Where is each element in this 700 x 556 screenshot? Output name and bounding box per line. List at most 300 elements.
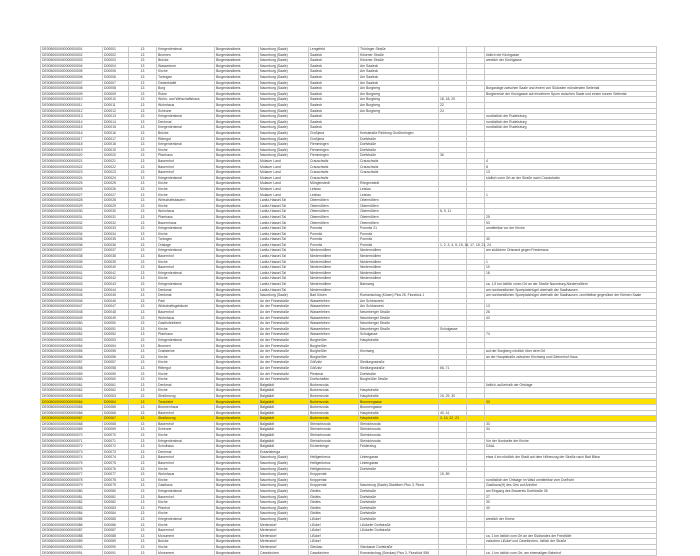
cell-id[interactable]: DE0050000000000000053 — [41, 337, 103, 343]
cell-nr[interactable]: 13 — [129, 444, 157, 450]
cell-ortsteil[interactable]: Wasserleben — [309, 309, 359, 315]
cell-kategorie[interactable]: Brücke — [157, 539, 215, 545]
cell-code[interactable]: D00027 — [103, 192, 129, 198]
cell-nr[interactable]: 13 — [129, 136, 157, 142]
cell-bearbeiter[interactable]: Burgenlandkreis — [215, 63, 259, 69]
cell-bemerkung[interactable]: östlich, außerhalb der Ortslage — [485, 382, 657, 388]
cell-gemeinde[interactable]: Lanitz-Hassel-Tal — [259, 203, 309, 209]
cell-bearbeiter[interactable]: Burgenlandkreis — [215, 533, 259, 539]
cell-id[interactable]: DE0050000000000000025 — [41, 181, 103, 187]
cell-bearbeiter[interactable]: Burgenlandkreis — [215, 477, 259, 483]
cell-hausnr[interactable]: 1, 2, 3, 4, 5, 15, 16, 17, 18, 21, 24 — [440, 242, 491, 247]
cell-strasse[interactable]: Dorfstraße — [359, 488, 439, 494]
cell-ortsteil[interactable]: Saaleck — [309, 63, 359, 69]
cell-bearbeiter[interactable]: Burgenlandkreis — [215, 337, 259, 343]
cell-kategorie[interactable]: Burg — [157, 86, 215, 92]
cell-bemerkung[interactable]: nordöstlich der Rudelsburg — [485, 119, 657, 125]
cell-id[interactable]: DE0050000000000000020 — [41, 153, 103, 159]
cell-kategorie[interactable]: Bauernhof — [157, 421, 215, 427]
cell-bearbeiter[interactable]: Burgenlandkreis — [215, 265, 259, 271]
cell-bemerkung[interactable]: 18 — [485, 270, 657, 276]
cell-kategorie[interactable]: Gedenktafel — [157, 80, 215, 86]
cell-bearbeiter[interactable]: Burgenlandkreis — [215, 343, 259, 349]
cell-gemeinde[interactable]: Balgstädt — [259, 416, 309, 422]
cell-strasse[interactable]: Steinichsroda — [359, 421, 439, 427]
cell-bearbeiter[interactable]: Burgenlandkreis — [215, 181, 259, 187]
cell-strasse[interactable]: Niedermöllern — [359, 270, 439, 276]
cell-kategorie[interactable]: Monument — [157, 550, 215, 556]
cell-ortsteil[interactable]: Niedermöllern — [309, 276, 359, 282]
cell-nr[interactable]: 13 — [129, 69, 157, 75]
cell-id[interactable]: DE0050000000000000024 — [41, 175, 103, 181]
cell-bemerkung[interactable]: Burgbereich der Kirchgasse auf einzelnem Sporn zwischen Saale und einem kurzen Seitental — [485, 91, 657, 97]
cell-bearbeiter[interactable]: Burgenlandkreis — [215, 382, 259, 388]
cell-gemeinde[interactable]: Lanitz-Hassel-Tal — [259, 248, 309, 254]
cell-nr[interactable]: 13 — [129, 522, 157, 528]
cell-kategorie[interactable]: Brunnen — [157, 52, 215, 58]
cell-gemeinde[interactable]: Naumburg (Saale) — [259, 472, 309, 478]
cell-nr[interactable]: 13 — [129, 119, 157, 125]
cell-gemeinde[interactable]: An der Finnestraße — [259, 315, 309, 321]
cell-bearbeiter[interactable]: Burgenlandkreis — [215, 393, 259, 399]
cell-ortsteil[interactable]: Wasserleben — [309, 298, 359, 304]
cell-id[interactable]: DE0050000000000000035 — [41, 237, 103, 243]
cell-ortsteil[interactable]: Wasserleben — [309, 326, 359, 332]
cell-bearbeiter[interactable]: Burgenlandkreis — [215, 365, 259, 371]
cell-strasse[interactable]: Dorfstraße — [359, 153, 439, 159]
cell-gemeinde[interactable]: An der Finnestraße — [259, 371, 309, 377]
cell-strasse[interactable]: Obermöllern — [359, 209, 439, 215]
cell-ortsteil[interactable]: Wasserleben — [309, 321, 359, 327]
cell-bearbeiter[interactable]: Burgenlandkreis — [215, 427, 259, 433]
cell-bearbeiter[interactable]: Burgenlandkreis — [215, 298, 259, 304]
cell-bemerkung[interactable]: 8 — [485, 164, 657, 170]
cell-kategorie[interactable]: Torzufahrt — [157, 399, 215, 405]
cell-ortsteil[interactable]: Lißdorf — [309, 533, 359, 539]
cell-strasse[interactable]: Thüringer Straße — [359, 47, 439, 53]
cell-id[interactable]: DE0050000000000000076 — [41, 466, 103, 472]
cell-gemeinde[interactable]: An der Finnestraße — [259, 343, 309, 349]
cell-nr[interactable]: 13 — [129, 158, 157, 164]
cell-strasse[interactable]: Burgheßler Straße — [359, 377, 439, 383]
cell-gemeinde[interactable]: An der Finnestraße — [259, 298, 309, 304]
cell-ortsteil[interactable]: Wasserleben — [309, 332, 359, 338]
cell-gemeinde[interactable]: Balgstädt — [259, 444, 309, 450]
cell-code[interactable]: D00049 — [103, 315, 129, 321]
cell-strasse[interactable]: Gieckauer Dorfstraße — [359, 544, 439, 550]
cell-id[interactable]: DE0050000000000000049 — [41, 315, 103, 321]
cell-code[interactable]: D00086 — [103, 522, 129, 528]
cell-bearbeiter[interactable]: Burgenlandkreis — [215, 455, 259, 461]
cell-ortsteil[interactable]: Crauschwitz — [309, 164, 359, 170]
cell-code[interactable]: D00052 — [103, 332, 129, 338]
cell-ortsteil[interactable]: Casekirchen — [309, 550, 359, 556]
table-row[interactable] — [41, 550, 657, 556]
cell-nr[interactable]: 13 — [129, 80, 157, 86]
cell-kategorie[interactable]: Pfarrhaus — [157, 153, 215, 159]
cell-nr[interactable]: 13 — [129, 533, 157, 539]
cell-kategorie[interactable]: Brücke — [157, 130, 215, 136]
cell-id[interactable]: DE0050000000000000039 — [41, 259, 103, 265]
cell-ortsteil[interactable]: Flemmingen — [309, 147, 359, 153]
cell-code[interactable]: D00076 — [103, 466, 129, 472]
cell-nr[interactable]: 13 — [129, 483, 157, 489]
cell-bearbeiter[interactable]: Burgenlandkreis — [215, 86, 259, 92]
cell-id[interactable]: DE0050000000000000089 — [41, 539, 103, 545]
cell-bemerkung[interactable]: 10 — [485, 265, 657, 271]
cell-kategorie[interactable]: Kirche — [157, 500, 215, 506]
cell-strasse[interactable]: Siedlungsstraße — [359, 360, 439, 366]
cell-strasse[interactable]: Am Burgberg — [359, 86, 439, 92]
cell-nr[interactable]: 13 — [129, 360, 157, 366]
cell-nr[interactable]: 13 — [129, 298, 157, 304]
cell-bearbeiter[interactable]: Burgenlandkreis — [215, 281, 259, 287]
cell-bemerkung[interactable]: Gasthaus(H) des Orts auf Anhöhe — [485, 483, 657, 489]
cell-nr[interactable]: 13 — [129, 410, 157, 416]
cell-ortsteil[interactable]: Gößnitz — [309, 365, 359, 371]
cell-code[interactable]: D00077 — [103, 472, 129, 478]
cell-nr[interactable]: 13 — [129, 460, 157, 466]
cell-id[interactable]: DE0050000000000000060 — [41, 377, 103, 383]
cell-ortsteil[interactable]: Saaleck — [309, 74, 359, 80]
cell-code[interactable]: D00005 — [103, 69, 129, 75]
cell-bearbeiter[interactable]: Burgenlandkreis — [215, 237, 259, 243]
cell-kategorie[interactable]: Wirtschaftsgebäude — [157, 304, 215, 310]
cell-nr[interactable]: 13 — [129, 421, 157, 427]
cell-gemeinde[interactable]: Molauer Land — [259, 192, 309, 198]
cell-ortsteil[interactable]: Obermöllern — [309, 220, 359, 226]
cell-code[interactable]: D00002 — [103, 52, 129, 58]
cell-ortsteil[interactable]: Möngenstedt — [309, 181, 359, 187]
cell-code[interactable]: D00045 — [103, 293, 129, 299]
cell-bearbeiter[interactable]: Burgenlandkreis — [215, 349, 259, 355]
cell-code[interactable]: D00046 — [103, 298, 129, 304]
cell-strasse[interactable]: Am Schlossrest — [359, 304, 439, 310]
cell-strasse[interactable]: Hauptstraße — [359, 337, 439, 343]
cell-code[interactable]: D00034 — [103, 231, 129, 237]
cell-bemerkung[interactable]: am Eingang des Brauereis Dorfstraße 06 — [485, 488, 657, 494]
cell-bearbeiter[interactable]: Burgenlandkreis — [215, 209, 259, 215]
cell-bearbeiter[interactable]: Burgenlandkreis — [215, 192, 259, 198]
cell-code[interactable]: D00024 — [103, 175, 129, 181]
cell-nr[interactable]: 13 — [129, 276, 157, 282]
cell-kategorie[interactable]: Torbogen — [157, 74, 215, 80]
cell-code[interactable]: D00033 — [103, 226, 129, 232]
cell-kategorie[interactable]: Bauernhof — [157, 455, 215, 461]
cell-kategorie[interactable]: Gasthofeinfahrt — [157, 321, 215, 327]
cell-bearbeiter[interactable]: Burgenlandkreis — [215, 360, 259, 366]
cell-id[interactable]: DE0050000000000000062 — [41, 388, 103, 394]
cell-gemeinde[interactable]: Naumburg (Saale) — [259, 91, 309, 97]
cell-nr[interactable]: 13 — [129, 102, 157, 108]
cell-hausnr[interactable]: Schulgasse — [439, 326, 467, 332]
cell-gemeinde[interactable]: Lanitz-Hassel-Tal — [259, 198, 309, 204]
cell-code[interactable]: D00060 — [103, 377, 129, 383]
cell-nr[interactable]: 13 — [129, 259, 157, 265]
cell-zusatz[interactable] — [467, 550, 485, 556]
cell-kategorie[interactable]: Kriegerdenkmal — [157, 248, 215, 254]
cell-gemeinde[interactable]: Lanitz-Hassel-Tal — [259, 209, 309, 215]
cell-bearbeiter[interactable]: Burgenlandkreis — [215, 231, 259, 237]
cell-bemerkung[interactable]: 1 — [485, 259, 657, 265]
cell-id[interactable]: DE0050000000000000023 — [41, 170, 103, 176]
cell-bearbeiter[interactable]: Burgenlandkreis — [215, 377, 259, 383]
cell-nr[interactable]: 13 — [129, 432, 157, 438]
cell-kategorie[interactable]: Kriegerdenkmal — [157, 175, 215, 181]
cell-hausnr[interactable]: 24 — [439, 108, 467, 114]
cell-bearbeiter[interactable]: Burgenlandkreis — [215, 494, 259, 500]
cell-gemeinde[interactable]: Lanitz-Hassel-Tal — [259, 214, 309, 220]
cell-ortsteil[interactable]: Heiligenkreuz — [309, 455, 359, 461]
cell-gemeinde[interactable]: Naumburg (Saale) — [259, 505, 309, 511]
cell-id[interactable]: DE0050000000000000032 — [41, 220, 103, 226]
cell-ortsteil[interactable]: Obermöllern — [309, 203, 359, 209]
cell-bemerkung[interactable]: östlich der Kirchgasse — [485, 52, 657, 58]
cell-nr[interactable]: 13 — [129, 237, 157, 243]
cell-bearbeiter[interactable]: Burgenlandkreis — [215, 175, 259, 181]
cell-kategorie[interactable]: Bauernhof — [157, 528, 215, 534]
cell-gemeinde[interactable]: Naumburg (Saale) — [259, 466, 309, 472]
cell-hausnr[interactable]: 15, 89 — [439, 472, 467, 478]
cell-bearbeiter[interactable]: Burgenlandkreis — [215, 52, 259, 58]
cell-code[interactable]: D00036 — [103, 242, 129, 248]
cell-nr[interactable]: 13 — [129, 198, 157, 204]
cell-code[interactable]: D00063 — [103, 393, 129, 399]
cell-strasse[interactable]: Hauptstraße — [359, 388, 439, 394]
cell-id[interactable]: DE0050000000000000079 — [41, 483, 103, 489]
cell-kategorie[interactable]: Kirche — [157, 511, 215, 517]
cell-nr[interactable]: 13 — [129, 416, 157, 422]
cell-code[interactable]: D00015 — [103, 125, 129, 131]
cell-id[interactable]: DE0050000000000000015 — [41, 125, 103, 131]
cell-bemerkung[interactable]: 1 — [485, 192, 657, 198]
cell-kategorie[interactable]: Bauernhof — [157, 265, 215, 271]
cell-ortsteil[interactable]: Pomnitz — [309, 226, 359, 232]
cell-gemeinde[interactable]: Naumburg (Saale) — [259, 63, 309, 69]
cell-gemeinde[interactable]: An der Finnestraße — [259, 321, 309, 327]
cell-bearbeiter[interactable]: Burgenlandkreis — [215, 410, 259, 416]
cell-kategorie[interactable]: Kirche — [157, 388, 215, 394]
cell-strasse[interactable]: Dorfstraße — [359, 136, 439, 142]
cell-gemeinde[interactable]: Naumburg (Saale) — [259, 69, 309, 75]
cell-bearbeiter[interactable]: Burgenlandkreis — [215, 421, 259, 427]
cell-bearbeiter[interactable]: Burgenlandkreis — [215, 528, 259, 534]
cell-ortsteil[interactable]: Crauschwitz — [309, 158, 359, 164]
cell-nr[interactable]: 13 — [129, 405, 157, 411]
cell-ortsteil[interactable]: Steinichsroda — [309, 438, 359, 444]
cell-id[interactable]: DE0050000000000000071 — [41, 438, 103, 444]
cell-gemeinde[interactable]: Lanitz-Hassel-Tal — [259, 270, 309, 276]
cell-id[interactable]: DE0050000000000000072 — [41, 444, 103, 450]
cell-bearbeiter[interactable]: Burgenlandkreis — [215, 388, 259, 394]
cell-kategorie[interactable]: Kirche — [157, 432, 215, 438]
cell-kategorie[interactable]: Pfarrhof — [157, 505, 215, 511]
cell-ortsteil[interactable]: Heiligenkreuz — [309, 460, 359, 466]
cell-ortsteil[interactable]: Pomnitz — [309, 237, 359, 243]
cell-bearbeiter[interactable]: Burgenlandkreis — [215, 91, 259, 97]
cell-bearbeiter[interactable]: Burgenlandkreis — [215, 460, 259, 466]
cell-id[interactable]: DE0050000000000000046 — [41, 298, 103, 304]
cell-strasse[interactable]: Hauptstraße — [359, 410, 439, 416]
cell-code[interactable]: D00004 — [103, 63, 129, 69]
cell-bemerkung[interactable]: auf der Burgberg nördlich über dem Ort — [485, 349, 657, 355]
cell-gemeinde[interactable]: Naumburg (Saale) — [259, 52, 309, 58]
cell-code[interactable]: D00055 — [103, 349, 129, 355]
cell-bearbeiter[interactable]: Burgenlandkreis — [215, 125, 259, 131]
cell-bearbeiter[interactable]: Burgenlandkreis — [215, 466, 259, 472]
cell-gemeinde[interactable]: An der Finnestraße — [259, 360, 309, 366]
cell-kategorie[interactable]: Kirche — [157, 186, 215, 192]
cell-nr[interactable]: 13 — [129, 186, 157, 192]
cell-ortsteil[interactable]: Niedermöllern — [309, 253, 359, 259]
cell-kategorie[interactable]: Brücke — [157, 58, 215, 64]
cell-code[interactable]: D00043 — [103, 281, 129, 287]
cell-nr[interactable]: 13 — [129, 399, 157, 405]
cell-nr[interactable]: 13 — [129, 321, 157, 327]
cell-kategorie[interactable]: Kirche — [157, 203, 215, 209]
cell-code[interactable]: D00078 — [103, 477, 129, 483]
cell-nr[interactable]: 13 — [129, 270, 157, 276]
cell-gemeinde[interactable]: Naumburg (Saale) — [259, 153, 309, 159]
cell-code[interactable]: D00035 — [103, 237, 129, 243]
cell-gemeinde[interactable]: Balgstädt — [259, 382, 309, 388]
cell-ortsteil[interactable]: Gößnitz — [309, 360, 359, 366]
cell-gemeinde[interactable]: Casekirchen — [259, 550, 309, 556]
cell-code[interactable]: D00073 — [103, 449, 129, 455]
cell-kategorie[interactable]: Kirche — [157, 522, 215, 528]
cell-strasse[interactable]: Am Schlossrest — [359, 298, 439, 304]
cell-kategorie[interactable]: Torbogen — [157, 237, 215, 243]
cell-bearbeiter[interactable]: Burgenlandkreis — [215, 147, 259, 153]
cell-ortsteil[interactable]: Saaleck — [309, 69, 359, 75]
cell-bearbeiter[interactable]: Burgenlandkreis — [215, 58, 259, 64]
cell-kategorie[interactable]: Kriegerdenkmal — [157, 281, 215, 287]
cell-strasse[interactable]: Dorfstraße — [359, 371, 439, 377]
cell-gemeinde[interactable]: Mertendorf — [259, 528, 309, 534]
cell-gemeinde[interactable]: An der Finnestraße — [259, 304, 309, 310]
cell-code[interactable]: D00062 — [103, 388, 129, 394]
cell-ortsteil[interactable]: Saaleck — [309, 119, 359, 125]
cell-bemerkung[interactable]: ca. 1 km östlich vom Ort, am ehemaligen Bahnhof — [485, 550, 657, 556]
cell-gemeinde[interactable]: Naumburg (Saale) — [259, 483, 309, 489]
cell-bemerkung[interactable]: am südlichen Ortsrand gegen Friedenaus — [485, 248, 657, 254]
cell-bemerkung[interactable]: 27 — [485, 494, 657, 500]
cell-kategorie[interactable]: Kriegerdenkmal — [157, 125, 215, 131]
cell-code[interactable]: D00038 — [103, 253, 129, 259]
cell-gemeinde[interactable]: Naumburg (Saale) — [259, 293, 309, 299]
cell-ortsteil[interactable]: Saaleck — [309, 80, 359, 86]
cell-nr[interactable]: 13 — [129, 170, 157, 176]
cell-code[interactable]: D00068 — [103, 421, 129, 427]
cell-code[interactable]: D00048 — [103, 309, 129, 315]
cell-bemerkung[interactable]: Burganlage zwischen Saale und einem von Südosten mündenden Seitental — [485, 86, 657, 92]
cell-bearbeiter[interactable]: Burgenlandkreis — [215, 226, 259, 232]
cell-id[interactable]: DE0050000000000000036 — [41, 242, 103, 248]
cell-bearbeiter[interactable]: Burgenlandkreis — [215, 259, 259, 265]
cell-bearbeiter[interactable]: Burgenlandkreis — [215, 130, 259, 136]
cell-gemeinde[interactable]: Naumburg (Saale) — [259, 97, 309, 103]
cell-nr[interactable]: 13 — [129, 248, 157, 254]
cell-code[interactable]: D00025 — [103, 181, 129, 187]
cell-nr[interactable]: 13 — [129, 477, 157, 483]
cell-nr[interactable]: 13 — [129, 337, 157, 343]
cell-code[interactable]: D00089 — [103, 539, 129, 545]
cell-id[interactable]: DE0050000000000000038 — [41, 253, 103, 259]
cell-kategorie[interactable]: Schulhaus — [157, 444, 215, 450]
cell-code[interactable]: D00042 — [103, 276, 129, 282]
cell-gemeinde[interactable]: An der Finnestraße — [259, 326, 309, 332]
cell-ortsteil[interactable]: Kroppental — [309, 472, 359, 478]
cell-kategorie[interactable]: Brunnenhaus — [157, 405, 215, 411]
cell-bemerkung[interactable]: westlich der Kirche — [485, 516, 657, 522]
cell-strasse[interactable]: Hauptstraße — [359, 416, 439, 422]
cell-kategorie[interactable]: Kriegerdenkmal — [157, 488, 215, 494]
cell-nr[interactable]: 13 — [129, 539, 157, 545]
cell-id[interactable]: DE0050000000000000067 — [41, 416, 103, 422]
cell-gemeinde[interactable]: Naumburg (Saale) — [259, 488, 309, 494]
cell-code[interactable]: D00082 — [103, 500, 129, 506]
cell-ortsteil[interactable]: Lißdorf — [309, 539, 359, 545]
cell-strasse[interactable]: Lintengasse — [359, 460, 439, 466]
cell-code[interactable]: D00026 — [103, 186, 129, 192]
cell-strasse[interactable]: Am Saaleck — [359, 69, 439, 75]
cell-strasse[interactable]: Kirchweg — [359, 349, 439, 355]
cell-kategorie[interactable]: Kirche — [157, 354, 215, 360]
cell-nr[interactable]: 13 — [129, 466, 157, 472]
cell-bearbeiter[interactable]: Burgenlandkreis — [215, 153, 259, 159]
cell-code[interactable]: D00050 — [103, 321, 129, 327]
cell-strasse[interactable]: Am Burgberg — [359, 102, 439, 108]
cell-kategorie[interactable]: Kirche — [157, 544, 215, 550]
cell-bearbeiter[interactable]: Burgenlandkreis — [215, 472, 259, 478]
cell-nr[interactable]: 13 — [129, 544, 157, 550]
cell-ortsteil[interactable]: Burkersroda — [309, 405, 359, 411]
cell-nr[interactable]: 13 — [129, 488, 157, 494]
cell-gemeinde[interactable]: An der Finnestraße — [259, 365, 309, 371]
cell-ortsteil[interactable]: Pleismar — [309, 371, 359, 377]
cell-ortsteil[interactable]: Niedermöllern — [309, 287, 359, 293]
cell-bemerkung[interactable]: 30 — [485, 237, 657, 243]
cell-ortsteil[interactable]: Lengefeld — [309, 47, 359, 53]
cell-bemerkung[interactable]: 33 — [485, 421, 657, 427]
cell-bemerkung[interactable]: etwa 4 km nördlich der Stadt auf dem Höhenzug der Straße nach Bad Bibra — [485, 455, 657, 461]
cell-gemeinde[interactable]: Naumburg (Saale) — [259, 125, 309, 131]
cell-gemeinde[interactable]: Naumburg (Saale) — [259, 136, 309, 142]
cell-kategorie[interactable]: Kirche — [157, 192, 215, 198]
cell-nr[interactable]: 13 — [129, 472, 157, 478]
cell-bearbeiter[interactable]: Burgenlandkreis — [215, 438, 259, 444]
cell-kategorie[interactable]: Wohnhaus — [157, 209, 215, 215]
cell-bearbeiter[interactable]: Burgenlandkreis — [215, 119, 259, 125]
cell-id[interactable]: DE0050000000000000063 — [41, 393, 103, 399]
cell-kategorie[interactable]: Kriegerdenkmal — [157, 47, 215, 53]
cell-gemeinde[interactable]: Naumburg (Saale) — [259, 80, 309, 86]
cell-nr[interactable]: 13 — [129, 91, 157, 97]
cell-kategorie[interactable]: Kirche — [157, 360, 215, 366]
cell-code[interactable]: D00008 — [103, 86, 129, 92]
cell-bemerkung[interactable]: nordöstlich der Rudelsburg — [485, 125, 657, 131]
cell-bearbeiter[interactable]: Burgenlandkreis — [215, 114, 259, 120]
cell-id[interactable]: DE0050000000000000083 — [41, 505, 103, 511]
cell-nr[interactable]: 13 — [129, 63, 157, 69]
cell-id[interactable]: DE0050000000000000016 — [41, 130, 103, 136]
cell-kategorie[interactable]: Bauernhof — [157, 309, 215, 315]
cell-bearbeiter[interactable]: Burgenlandkreis — [215, 371, 259, 377]
cell-id[interactable]: DE0050000000000000069 — [41, 427, 103, 433]
cell-nr[interactable]: 13 — [129, 130, 157, 136]
cell-id[interactable]: DE0050000000000000090 — [41, 544, 103, 550]
cell-hausnr[interactable]: 22 — [439, 102, 467, 108]
